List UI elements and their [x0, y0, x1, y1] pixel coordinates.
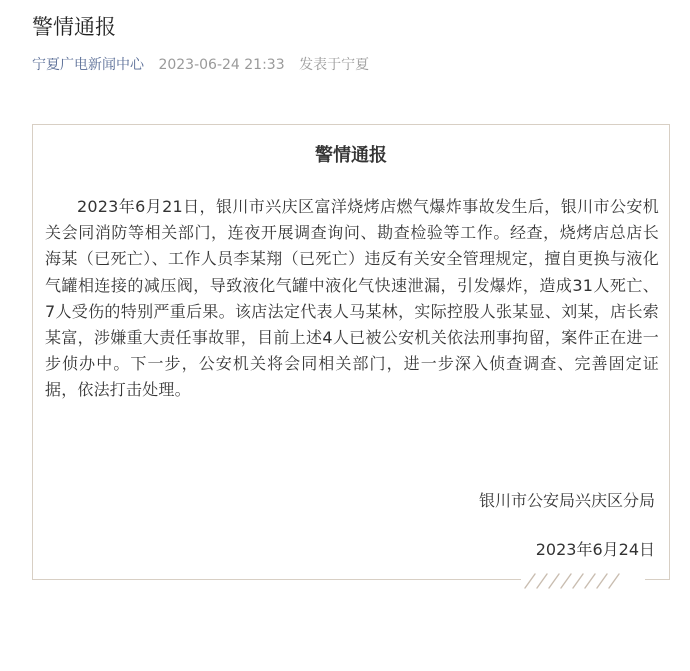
- publish-time: 2023-06-24 21:33: [158, 57, 285, 73]
- notice-body: 2023年6月21日，银川市兴庆区富洋烧烤店燃气爆炸事故发生后，银川市公安机关会同消防等相关部门，连夜开展调查询问、勘查检验等工作。经查，烧烤店总店长海某（已死亡）、工作人员李某翔（已死亡）违反有关安全管理规定，擅自更换与液化气罐相连接的减压阀，导致液化气罐中液化气快速泄漏，引发爆炸，造成31人死亡、7人受伤的特别严重后果。该店法定代表人马某林，实际控股人张某显、刘某，店长索某富，涉嫌重大责任事故罪，目前上述4人已被公安机关依法刑事拘留，案件正在进一步侦办中。下一步，公安机关将会同相关部门，进一步深入侦查调查、完善固定证据，依法打击处理。: [45, 197, 659, 400]
- article-meta: [32, 55, 369, 75]
- notice-box: [32, 124, 670, 580]
- notice-signature: 银川市公安局兴庆区分局: [478, 491, 655, 510]
- notice-date: 2023年6月24日: [535, 540, 655, 559]
- article-title: 警情通报: [32, 15, 116, 39]
- notice-heading: 警情通报: [315, 145, 387, 166]
- corner-slash-decoration: [521, 571, 645, 591]
- slash-pattern-icon: [521, 571, 645, 591]
- publish-location: 发表于宁夏: [299, 57, 370, 73]
- source-account-link[interactable]: 宁夏广电新闻中心: [32, 57, 144, 73]
